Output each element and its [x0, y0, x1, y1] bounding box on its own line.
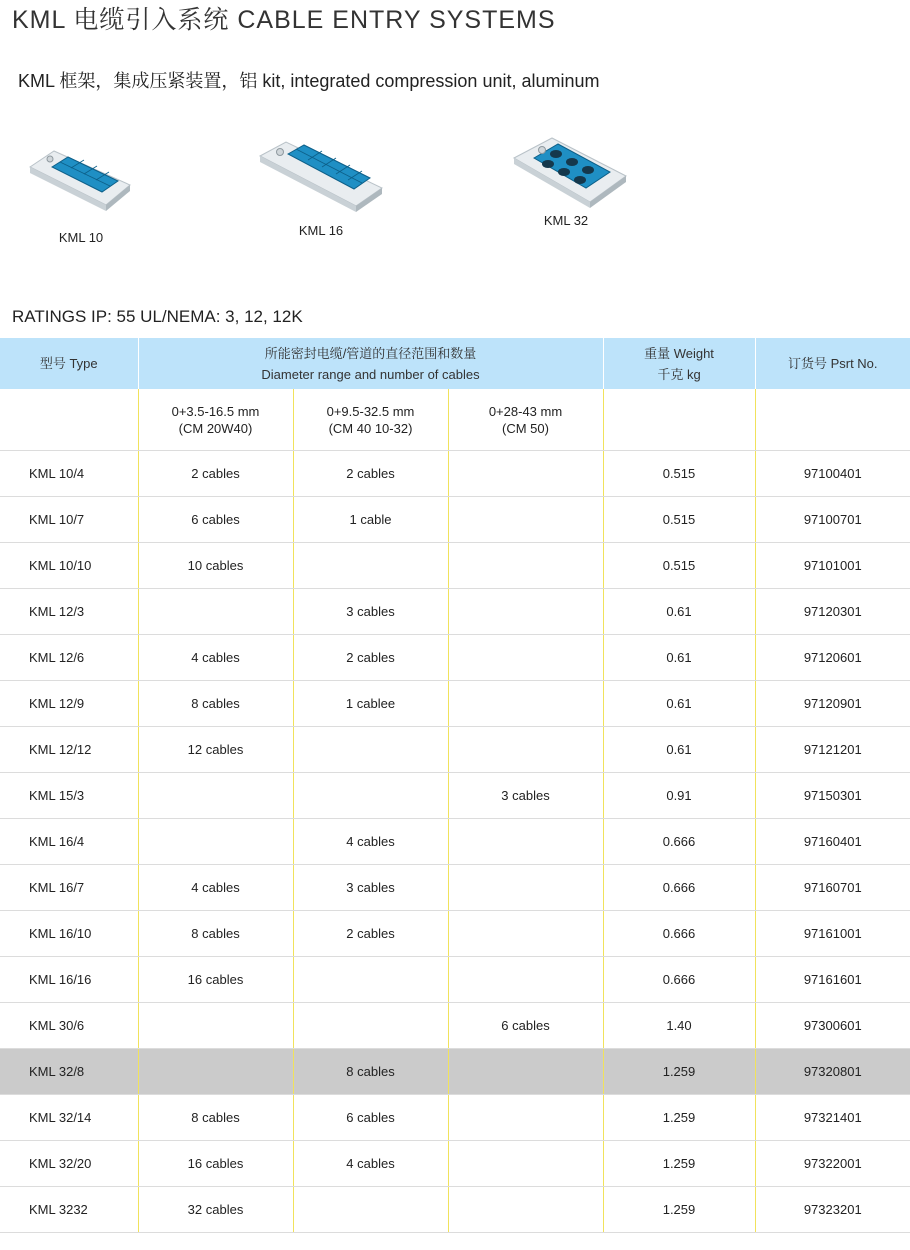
row-type: KML 10/4 [0, 451, 138, 497]
page-subtitle: KML 框架，集成压紧装置，铝 kit, integrated compression unit, aluminum [18, 71, 600, 91]
product-label: KML 16 [298, 223, 344, 238]
row-part-no: 97150301 [755, 773, 910, 819]
table-header-row [0, 338, 910, 389]
kml-16-frame-image [256, 138, 386, 222]
row-part-no: 97120601 [755, 635, 910, 681]
row-cables-range-2: 1 cable [293, 497, 448, 543]
row-cables-range-2: 4 cables [293, 1141, 448, 1187]
row-cables-range-3 [448, 497, 603, 543]
row-cables-range-3 [448, 681, 603, 727]
row-weight: 1.259 [603, 1095, 755, 1141]
row-weight: 0.666 [603, 819, 755, 865]
subheader-range-1 [138, 389, 293, 451]
row-weight: 0.61 [603, 681, 755, 727]
row-cables-range-3 [448, 1187, 603, 1233]
header-weight-cn: 重量 Weight [644, 345, 714, 361]
row-cables-range-1: 8 cables [138, 1095, 293, 1141]
row-cables-range-1: 16 cables [138, 1141, 293, 1187]
row-part-no: 97120301 [755, 589, 910, 635]
table-row [0, 681, 910, 727]
row-cables-range-1: 32 cables [138, 1187, 293, 1233]
table-row [0, 543, 910, 589]
row-cables-range-2 [293, 1003, 448, 1049]
row-cables-range-2: 2 cables [293, 911, 448, 957]
row-cables-range-1: 6 cables [138, 497, 293, 543]
row-type: KML 15/3 [0, 773, 138, 819]
header-diameter [138, 338, 603, 389]
header-diameter-en: Diameter range and number of cables [261, 366, 480, 382]
table-row [0, 451, 910, 497]
row-cables-range-2 [293, 773, 448, 819]
row-cables-range-3 [448, 727, 603, 773]
table-subheader-row [0, 389, 910, 451]
table-row [0, 1049, 910, 1095]
table-row [0, 957, 910, 1003]
row-cables-range-3: 3 cables [448, 773, 603, 819]
row-cables-range-2 [293, 957, 448, 1003]
row-weight: 1.259 [603, 1141, 755, 1187]
row-type: KML 16/10 [0, 911, 138, 957]
product-kml-16 [256, 138, 386, 238]
row-type: KML 30/6 [0, 1003, 138, 1049]
table-row [0, 1187, 910, 1233]
ratings-line: RATINGS IP: 55 UL/NEMA: 3, 12, 12K [12, 307, 303, 326]
row-cables-range-1 [138, 819, 293, 865]
row-cables-range-3 [448, 911, 603, 957]
row-type: KML 12/12 [0, 727, 138, 773]
row-type: KML 16/16 [0, 957, 138, 1003]
range-cm: (CM 20W40) [178, 420, 253, 436]
row-part-no: 97100401 [755, 451, 910, 497]
table-row [0, 773, 910, 819]
row-cables-range-3 [448, 543, 603, 589]
row-part-no: 97322001 [755, 1141, 910, 1187]
table-row [0, 727, 910, 773]
row-part-no: 97323201 [755, 1187, 910, 1233]
range-text: 0+28-43 mm [488, 403, 563, 419]
table-row [0, 911, 910, 957]
row-type: KML 32/8 [0, 1049, 138, 1095]
row-cables-range-3 [448, 1095, 603, 1141]
row-type: KML 10/7 [0, 497, 138, 543]
subheader-range-3 [448, 389, 603, 451]
row-type: KML 10/10 [0, 543, 138, 589]
row-cables-range-1 [138, 589, 293, 635]
header-weight-en: 千克 kg [657, 366, 701, 382]
table-row [0, 1141, 910, 1187]
table-row [0, 589, 910, 635]
row-part-no: 97160401 [755, 819, 910, 865]
row-cables-range-3 [448, 451, 603, 497]
header-weight [603, 338, 755, 389]
row-cables-range-1: 10 cables [138, 543, 293, 589]
row-part-no: 97101001 [755, 543, 910, 589]
row-weight: 0.61 [603, 635, 755, 681]
row-part-no: 97160701 [755, 865, 910, 911]
row-weight: 0.515 [603, 451, 755, 497]
row-cables-range-2 [293, 1187, 448, 1233]
row-cables-range-1: 8 cables [138, 681, 293, 727]
row-cables-range-1: 2 cables [138, 451, 293, 497]
range-cm: (CM 40 10-32) [328, 420, 413, 436]
row-cables-range-1 [138, 1003, 293, 1049]
row-part-no: 97300601 [755, 1003, 910, 1049]
product-label: KML 10 [58, 230, 104, 245]
product-label: KML 32 [543, 213, 589, 228]
row-part-no: 97161601 [755, 957, 910, 1003]
product-kml-10 [26, 145, 136, 245]
row-weight: 1.259 [603, 1049, 755, 1095]
row-part-no: 97320801 [755, 1049, 910, 1095]
row-part-no: 97321401 [755, 1095, 910, 1141]
row-cables-range-2: 6 cables [293, 1095, 448, 1141]
row-weight: 1.259 [603, 1187, 755, 1233]
row-cables-range-2 [293, 543, 448, 589]
row-type: KML 32/14 [0, 1095, 138, 1141]
table-row [0, 1095, 910, 1141]
row-cables-range-3 [448, 865, 603, 911]
row-cables-range-2: 2 cables [293, 451, 448, 497]
range-text: 0+3.5-16.5 mm [171, 403, 260, 419]
row-weight: 0.515 [603, 543, 755, 589]
row-part-no: 97100701 [755, 497, 910, 543]
row-type: KML 12/6 [0, 635, 138, 681]
row-cables-range-2 [293, 727, 448, 773]
row-cables-range-1: 4 cables [138, 865, 293, 911]
row-cables-range-2: 3 cables [293, 865, 448, 911]
product-kml-32 [510, 132, 630, 228]
row-part-no: 97161001 [755, 911, 910, 957]
header-diameter-cn: 所能密封电缆/管道的直径范围和数量 [264, 345, 477, 361]
table-row [0, 865, 910, 911]
page-title: KML 电缆引入系统 CABLE ENTRY SYSTEMS [12, 6, 556, 34]
subheader-range-2 [293, 389, 448, 451]
row-weight: 0.61 [603, 727, 755, 773]
row-cables-range-1: 16 cables [138, 957, 293, 1003]
table-row [0, 1003, 910, 1049]
row-cables-range-2: 2 cables [293, 635, 448, 681]
table-row [0, 635, 910, 681]
subheader-empty [755, 389, 910, 451]
row-type: KML 12/3 [0, 589, 138, 635]
row-cables-range-1 [138, 1049, 293, 1095]
spec-table [0, 338, 910, 1233]
row-cables-range-3 [448, 589, 603, 635]
row-part-no: 97121201 [755, 727, 910, 773]
table-row [0, 497, 910, 543]
header-type: 型号 Type [0, 338, 138, 389]
row-type: KML 32/20 [0, 1141, 138, 1187]
range-cm: (CM 50) [502, 420, 549, 436]
row-weight: 0.666 [603, 865, 755, 911]
row-cables-range-2: 4 cables [293, 819, 448, 865]
row-cables-range-1: 8 cables [138, 911, 293, 957]
row-cables-range-3 [448, 1049, 603, 1095]
row-cables-range-2: 8 cables [293, 1049, 448, 1095]
row-type: KML 16/7 [0, 865, 138, 911]
row-type: KML 12/9 [0, 681, 138, 727]
row-cables-range-1: 12 cables [138, 727, 293, 773]
kml-32-frame-image [510, 132, 630, 218]
row-weight: 0.515 [603, 497, 755, 543]
row-cables-range-1: 4 cables [138, 635, 293, 681]
row-type: KML 3232 [0, 1187, 138, 1233]
row-cables-range-3 [448, 1141, 603, 1187]
row-type: KML 16/4 [0, 819, 138, 865]
row-cables-range-1 [138, 773, 293, 819]
subheader-empty [0, 389, 138, 451]
row-weight: 0.91 [603, 773, 755, 819]
table-row [0, 819, 910, 865]
row-weight: 1.40 [603, 1003, 755, 1049]
header-part-no: 订货号 Psrt No. [755, 338, 910, 389]
row-cables-range-2: 1 cablee [293, 681, 448, 727]
row-part-no: 97120901 [755, 681, 910, 727]
row-cables-range-3 [448, 819, 603, 865]
row-cables-range-3: 6 cables [448, 1003, 603, 1049]
row-cables-range-3 [448, 635, 603, 681]
row-cables-range-3 [448, 957, 603, 1003]
row-cables-range-2: 3 cables [293, 589, 448, 635]
row-weight: 0.666 [603, 911, 755, 957]
row-weight: 0.61 [603, 589, 755, 635]
subheader-empty [603, 389, 755, 451]
kml-10-frame-image [26, 145, 136, 223]
range-text: 0+9.5-32.5 mm [326, 403, 415, 419]
row-weight: 0.666 [603, 957, 755, 1003]
